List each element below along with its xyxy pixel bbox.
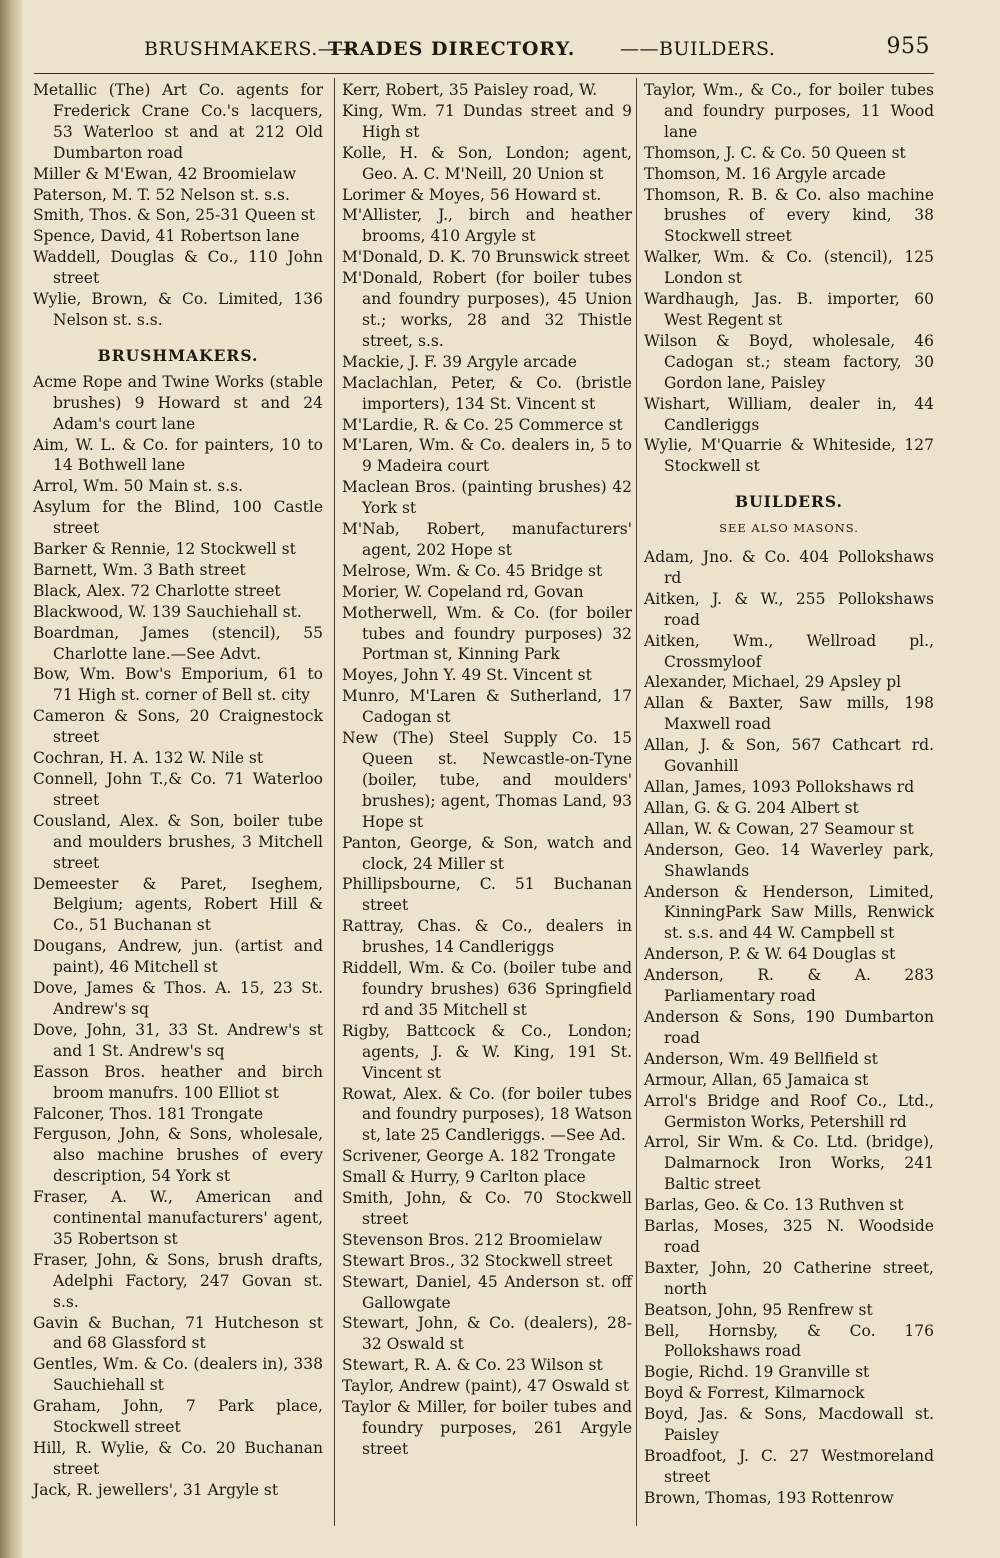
directory-entry: Bell, Hornsby, & Co. 176 Pollokshaws road	[644, 1321, 934, 1361]
directory-entry: M'Nab, Robert, manufacturers' agent, 202 Hope st	[342, 520, 632, 559]
header-right-section: ——BUILDERS.	[620, 38, 776, 60]
section-heading: BUILDERS.	[735, 492, 843, 512]
directory-entry: Brown, Thomas, 193 Rottenrow	[644, 1488, 894, 1507]
directory-entry: Wilson & Boyd, wholesale, 46 Cadogan st.; steam factory, 30 Gordon lane, Paisley	[644, 331, 934, 392]
directory-entry: M'Allister, J., birch and heather brooms, 410 Argyle st	[342, 206, 632, 246]
directory-entry: Taylor, Wm., & Co., for boiler tubes and foundry purposes, 11 Wood lane	[644, 81, 934, 141]
directory-entry: Anderson & Henderson, Limited, KinningPark Saw Mills, Renwick st. s.s. and 44 W. Campbell st	[644, 882, 934, 943]
directory-entry: Dove, James & Thos. A. 15, 23 St. Andrew's sq	[33, 979, 323, 1018]
directory-entry: King, Wm. 71 Dundas street and 9 High st	[342, 101, 632, 141]
directory-entry: Broadfoot, J. C. 27 Westmoreland street	[644, 1447, 934, 1486]
directory-entry: Walker, Wm. & Co. (stencil), 125 London st	[644, 248, 934, 288]
directory-entry: Wishart, William, dealer in, 44 Candleriggs	[644, 394, 934, 434]
directory-entry: M'Donald, D. K. 70 Brunswick street	[342, 248, 630, 267]
directory-entry: M'Laren, Wm. & Co. dealers in, 5 to 9 Madeira court	[342, 436, 632, 476]
directory-entry: Anderson & Sons, 190 Dumbarton road	[644, 1007, 934, 1047]
column-divider	[636, 78, 637, 1526]
section-subheading: SEE ALSO MASONS.	[719, 521, 859, 536]
directory-entry: Jack, R. jewellers', 31 Argyle st	[33, 1480, 279, 1499]
directory-entry: Rigby, Battcock & Co., London; agents, J. & W. King, 191 St. Vincent st	[342, 1021, 632, 1082]
directory-entry: Kolle, H. & Son, London; agent, Geo. A. C. M'Neill, 20 Union st	[342, 143, 632, 183]
book-spine-shadow	[0, 0, 22, 1558]
directory-entry: Stewart, John, & Co. (dealers), 28-32 Oswald st	[342, 1314, 632, 1354]
directory-entry: Taylor, Andrew (paint), 47 Oswald st	[342, 1377, 629, 1396]
column-3	[644, 80, 934, 1509]
directory-entry: M'Lardie, R. & Co. 25 Commerce st	[342, 415, 623, 434]
directory-entry: Phillipsbourne, C. 51 Buchanan street	[342, 875, 632, 915]
directory-entry: Melrose, Wm. & Co. 45 Bridge st	[342, 561, 603, 580]
directory-entry: Blackwood, W. 139 Sauchiehall st.	[33, 602, 302, 621]
directory-entry: Rattray, Chas. & Co., dealers in brushes, 14 Candleriggs	[342, 917, 632, 957]
directory-entry: Anderson, Geo. 14 Waverley park, Shawlands	[644, 840, 934, 880]
directory-entry: Cochran, H. A. 132 W. Nile st	[33, 749, 264, 768]
directory-entry: Mackie, J. F. 39 Argyle arcade	[342, 352, 577, 371]
directory-entry: Munro, M'Laren & Sutherland, 17 Cadogan st	[342, 687, 632, 727]
directory-entry: M'Donald, Robert (for boiler tubes and foundry purposes), 45 Union st.; works, 28 and 32 Thistle street, s.s.	[342, 269, 632, 350]
header-left-section: BRUSHMAKERS.——	[144, 38, 357, 60]
directory-entry: Allan, G. & G. 204 Albert st	[644, 798, 859, 817]
directory-entry: Aim, W. L. & Co. for painters, 10 to 14 Bothwell lane	[33, 435, 323, 475]
directory-entry: Arrol, Sir Wm. & Co. Ltd. (bridge), Dalmarnock Iron Works, 241 Baltic street	[644, 1133, 934, 1194]
directory-entry: Wardhaugh, Jas. B. importer, 60 West Regent st	[644, 290, 934, 329]
directory-entry: Thomson, M. 16 Argyle arcade	[644, 164, 886, 183]
directory-entry: Stewart, R. A. & Co. 23 Wilson st	[342, 1356, 603, 1375]
directory-entry: Allan, J. & Son, 567 Cathcart rd. Govanhill	[644, 736, 934, 776]
directory-entry: Morier, W. Copeland rd, Govan	[342, 582, 584, 601]
directory-entry: Spence, David, 41 Robertson lane	[33, 227, 300, 246]
column-divider	[334, 78, 335, 1526]
directory-entry: Maclean Bros. (painting brushes) 42 York st	[342, 478, 632, 518]
directory-entry: Rowat, Alex. & Co. (for boiler tubes and foundry purposes), 18 Watson st, late 25 Candleriggs. —See Ad.	[342, 1084, 632, 1145]
directory-entry: Scrivener, George A. 182 Trongate	[342, 1147, 616, 1166]
directory-entry: Stewart, Daniel, 45 Anderson st. off Gallowgate	[342, 1272, 632, 1312]
directory-entry: Allan & Baxter, Saw mills, 198 Maxwell road	[644, 694, 934, 734]
directory-entry: Bogie, Richd. 19 Granville st	[644, 1363, 870, 1382]
directory-entry: Bow, Wm. Bow's Emporium, 61 to 71 High st. corner of Bell st. city	[33, 665, 323, 705]
directory-entry: Small & Hurry, 9 Carlton place	[342, 1168, 586, 1187]
directory-entry: Miller & M'Ewan, 42 Broomielaw	[33, 164, 297, 183]
directory-entry: Gavin & Buchan, 71 Hutcheson st and 68 Glassford st	[33, 1313, 323, 1353]
column-2	[342, 80, 632, 1460]
directory-entry: Cousland, Alex. & Son, boiler tube and moulders brushes, 3 Mitchell street	[33, 811, 323, 872]
directory-entry: Allan, James, 1093 Pollokshaws rd	[644, 778, 915, 796]
directory-entry: Barker & Rennie, 12 Stockwell st	[33, 540, 296, 559]
directory-entry: Kerr, Robert, 35 Paisley road, W.	[342, 81, 598, 99]
directory-entry: Gentles, Wm. & Co. (dealers in), 338 Sauchiehall st	[33, 1355, 323, 1395]
directory-entry: Riddell, Wm. & Co. (boiler tube and foundry brushes) 636 Springfield rd and 35 Mitchell st	[342, 959, 632, 1019]
directory-entry: Hill, R. Wylie, & Co. 20 Buchanan street	[33, 1439, 323, 1478]
directory-entry: Barlas, Moses, 325 N. Woodside road	[644, 1217, 934, 1256]
directory-entry: Panton, George, & Son, watch and clock, 24 Miller st	[342, 833, 632, 873]
directory-entry: Stevenson Bros. 212 Broomielaw	[342, 1230, 603, 1249]
directory-entry: Fraser, A. W., American and continental manufacturers' agent, 35 Robertson st	[33, 1188, 323, 1248]
directory-entry: Anderson, Wm. 49 Bellfield st	[644, 1049, 878, 1068]
directory-entry: Boardman, James (stencil), 55 Charlotte lane.—See Advt.	[33, 623, 323, 663]
directory-entry: Graham, John, 7 Park place, Stockwell street	[33, 1397, 323, 1437]
directory-entry: Metallic (The) Art Co. agents for Frederick Crane Co.'s lacquers, 53 Waterloo st and at 212 Old Dumbarton road	[33, 81, 323, 162]
directory-entry: Beatson, John, 95 Renfrew st	[644, 1300, 873, 1319]
section-heading: BRUSHMAKERS.	[97, 345, 259, 365]
directory-entry: Alexander, Michael, 29 Apsley pl	[644, 673, 902, 692]
directory-entry: Smith, Thos. & Son, 25-31 Queen st	[33, 206, 316, 225]
directory-entry: Maclachlan, Peter, & Co. (bristle importers), 134 St. Vincent st	[342, 373, 632, 413]
directory-entry: Dove, John, 31, 33 St. Andrew's st and 1 St. Andrew's sq	[33, 1020, 323, 1060]
directory-entry: Thomson, J. C. & Co. 50 Queen st	[644, 143, 906, 162]
directory-entry: Fraser, John, & Sons, brush drafts, Adelphi Factory, 247 Govan st. s.s.	[33, 1250, 323, 1311]
directory-entry: Stewart Bros., 32 Stockwell street	[342, 1251, 613, 1270]
directory-entry: Barlas, Geo. & Co. 13 Ruthven st	[644, 1196, 904, 1215]
directory-entry: Aitken, Wm., Wellroad pl., Crossmyloof	[644, 631, 934, 671]
directory-entry: Connell, John T.,& Co. 71 Waterloo street	[33, 770, 323, 809]
directory-entry: Wylie, Brown, & Co. Limited, 136 Nelson st. s.s.	[33, 290, 323, 329]
page-number: 955	[886, 34, 930, 59]
directory-entry: Waddell, Douglas & Co., 110 John street	[33, 248, 323, 288]
directory-entry: Lorimer & Moyes, 56 Howard st.	[342, 185, 602, 204]
directory-entry: Thomson, R. B. & Co. also machine brushes of every kind, 38 Stockwell street	[644, 185, 934, 246]
directory-entry: Boyd, Jas. & Sons, Macdowall st. Paisley	[644, 1405, 934, 1445]
directory-entry: Demeester & Paret, Iseghem, Belgium; agents, Robert Hill & Co., 51 Buchanan st	[33, 874, 323, 935]
directory-entry: Easson Bros. heather and birch broom manufrs. 100 Elliot st	[33, 1062, 323, 1102]
directory-entry: Aitken, J. & W., 255 Pollokshaws road	[644, 589, 934, 629]
header-title: TRADES DIRECTORY.	[328, 38, 576, 60]
directory-entry: Smith, John, & Co. 70 Stockwell street	[342, 1189, 632, 1228]
directory-entry: Cameron & Sons, 20 Craignestock street	[33, 707, 323, 747]
directory-entry: Ferguson, John, & Sons, wholesale, also machine brushes of every description, 54 York st	[33, 1125, 323, 1186]
directory-entry: Dougans, Andrew, jun. (artist and paint), 46 Mitchell st	[33, 937, 323, 977]
directory-entry: Arrol's Bridge and Roof Co., Ltd., Germiston Works, Petershill rd	[644, 1091, 934, 1131]
directory-entry: Paterson, M. T. 52 Nelson st. s.s.	[33, 185, 290, 204]
directory-entry: Boyd & Forrest, Kilmarnock	[644, 1384, 865, 1403]
directory-entry: Wylie, M'Quarrie & Whiteside, 127 Stockwell st	[644, 436, 934, 476]
directory-entry: Barnett, Wm. 3 Bath street	[33, 560, 246, 579]
directory-entry: Armour, Allan, 65 Jamaica st	[644, 1070, 869, 1089]
directory-entry: Arrol, Wm. 50 Main st. s.s.	[33, 477, 244, 496]
directory-entry: Motherwell, Wm. & Co. (for boiler tubes and foundry purposes) 32 Portman st, Kinning Park	[342, 603, 632, 664]
directory-entry: Anderson, R. & A. 283 Parliamentary road	[644, 966, 934, 1006]
directory-entry: New (The) Steel Supply Co. 15 Queen st. Newcastle-on-Tyne (boiler, tube, and moulders' brushes); agent, Thomas Land, 93 Hope st	[342, 729, 632, 831]
directory-entry: Adam, Jno. & Co. 404 Pollokshaws rd	[644, 548, 934, 587]
header-rule	[34, 73, 934, 74]
directory-entry: Asylum for the Blind, 100 Castle street	[33, 498, 323, 538]
directory-entry: Baxter, John, 20 Catherine street, north	[644, 1258, 934, 1298]
directory-entry: Anderson, P. & W. 64 Douglas st	[644, 945, 896, 964]
column-1	[33, 80, 323, 1501]
running-header	[120, 36, 960, 66]
directory-entry: Moyes, John Y. 49 St. Vincent st	[342, 666, 592, 685]
directory-entry: Falconer, Thos. 181 Trongate	[33, 1104, 264, 1123]
directory-entry: Taylor & Miller, for boiler tubes and foundry purposes, 261 Argyle street	[342, 1398, 632, 1458]
directory-entry: Black, Alex. 72 Charlotte street	[33, 581, 281, 600]
directory-entry: Allan, W. & Cowan, 27 Seamour st	[644, 819, 914, 838]
directory-entry: Acme Rope and Twine Works (stable brushes) 9 Howard st and 24 Adam's court lane	[33, 372, 323, 433]
